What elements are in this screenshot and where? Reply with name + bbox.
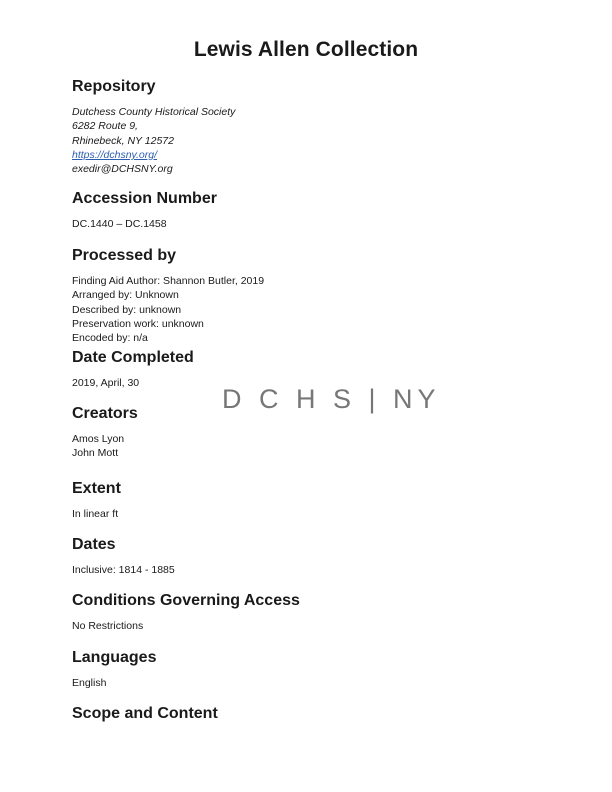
processed-arranged: Arranged by: Unknown	[72, 289, 179, 302]
document-title: Lewis Allen Collection	[193, 38, 419, 61]
languages-section	[72, 648, 542, 690]
creator-name: John Mott	[72, 447, 119, 460]
access-details	[72, 619, 542, 633]
creators-heading: Creators	[72, 405, 138, 422]
access-section	[72, 591, 542, 633]
processed-encoded: Encoded by: n/a	[72, 332, 148, 345]
dates-heading: Dates	[72, 536, 116, 553]
processed-author: Finding Aid Author: Shannon Butler, 2019	[72, 275, 265, 287]
languages-value: English	[72, 677, 107, 689]
dates-details	[72, 563, 542, 577]
languages-details	[72, 676, 542, 690]
processed-section	[72, 246, 542, 345]
processed-preservation: Preservation work: unknown	[72, 317, 204, 330]
dchs-watermark: D C H S | NY	[222, 384, 441, 414]
creator-name: Amos Lyon	[72, 433, 125, 445]
repository-name: Dutchess County Historical Society	[72, 106, 236, 118]
scope-section	[72, 704, 542, 724]
access-value: No Restrictions	[72, 620, 144, 632]
repository-section	[72, 77, 542, 176]
accession-heading: Accession Number	[72, 190, 217, 207]
repository-address-line-2: Rhinebeck, NY 12572	[72, 134, 174, 147]
dates-value: Inclusive: 1814 - 1885	[72, 564, 175, 576]
processed-details	[72, 274, 542, 345]
repository-website-link[interactable]: https://dchsny.org/	[72, 148, 158, 161]
extent-section	[72, 479, 542, 521]
accession-value: DC.1440 – DC.1458	[72, 218, 167, 230]
scope-heading: Scope and Content	[72, 705, 218, 722]
date-completed-heading: Date Completed	[72, 349, 194, 366]
extent-value: In linear ft	[72, 508, 119, 520]
extent-heading: Extent	[72, 480, 121, 497]
creators-list	[72, 432, 542, 461]
repository-heading: Repository	[72, 78, 156, 95]
date-completed-value: 2019, April, 30	[72, 377, 140, 389]
accession-details	[72, 217, 542, 231]
dates-section	[72, 535, 542, 577]
repository-address-line-1: 6282 Route 9,	[72, 120, 138, 133]
extent-details	[72, 507, 542, 521]
repository-details	[72, 105, 542, 176]
access-heading: Conditions Governing Access	[72, 592, 300, 609]
languages-heading: Languages	[72, 649, 157, 666]
accession-section	[72, 189, 542, 231]
repository-email: exedir@DCHSNY.org	[72, 163, 173, 176]
processed-heading: Processed by	[72, 247, 177, 264]
processed-described: Described by: unknown	[72, 303, 182, 316]
